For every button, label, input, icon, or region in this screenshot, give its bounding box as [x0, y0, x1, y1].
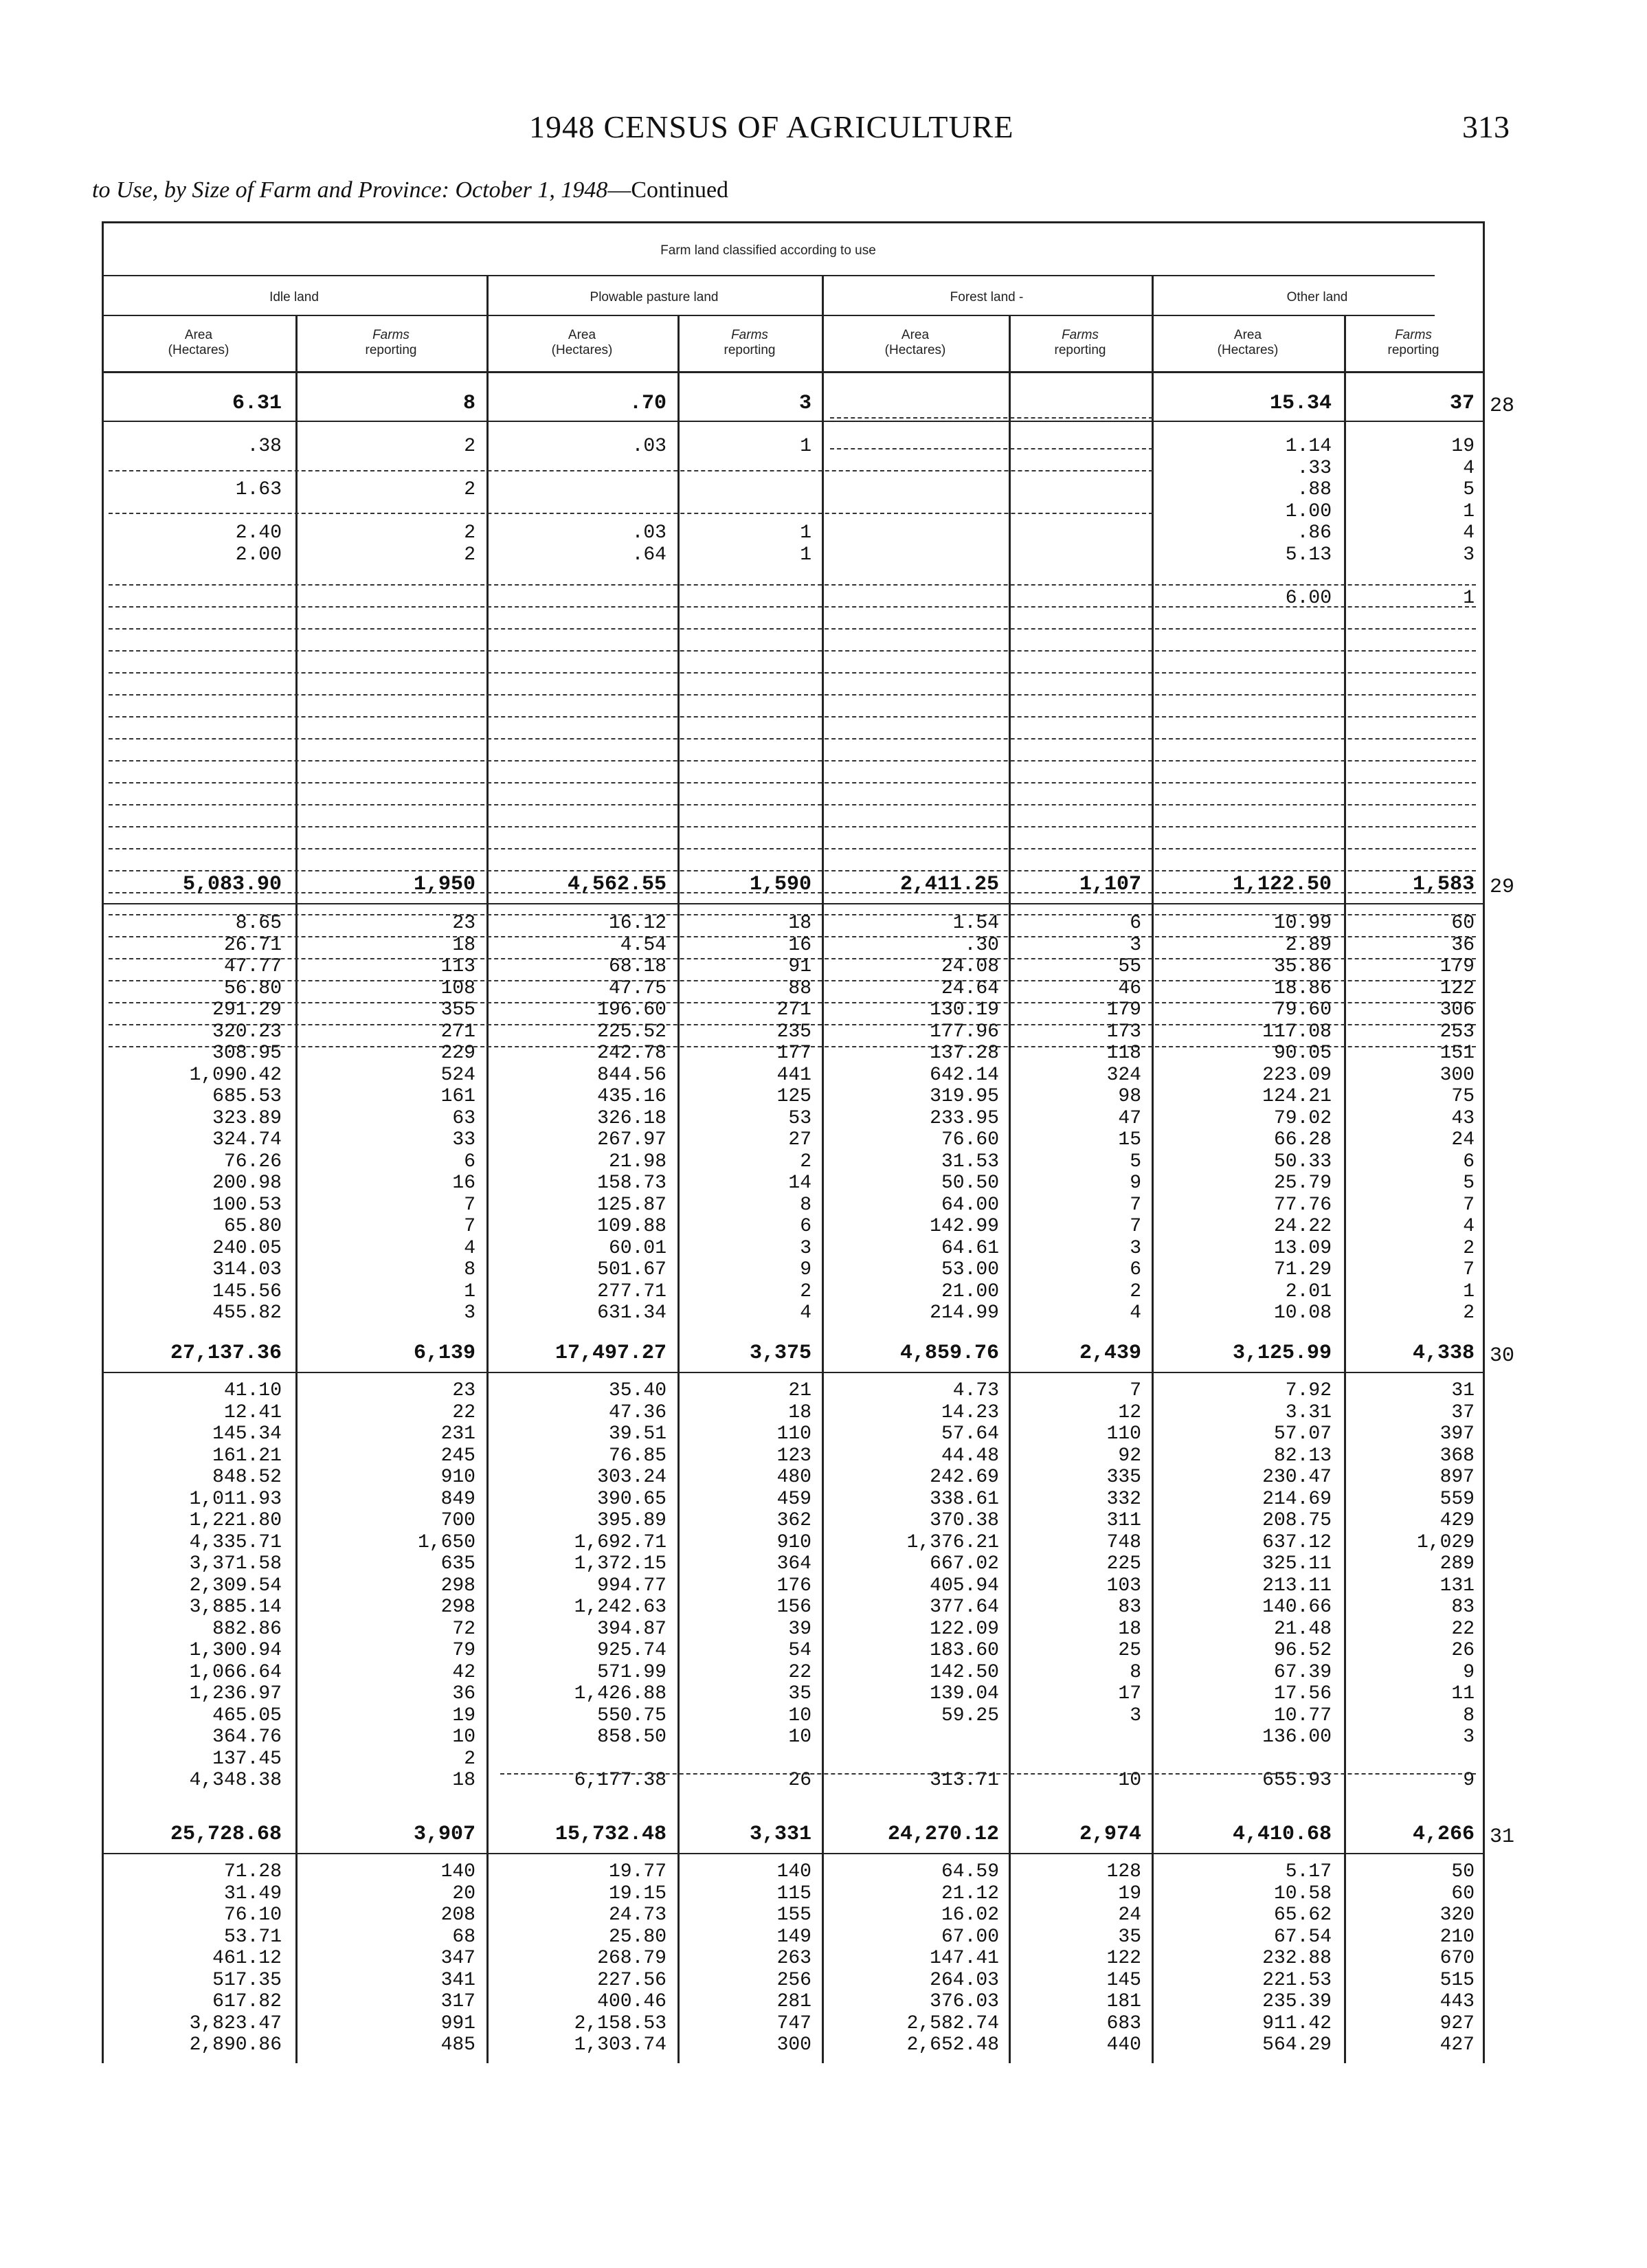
- farms-header-unit: reporting: [1054, 343, 1106, 357]
- area-column: .03 .03 .64: [631, 436, 666, 566]
- empty-row-leader: [109, 870, 1476, 871]
- table-subtitle: [92, 177, 728, 203]
- area-header: [486, 328, 677, 358]
- area-header-label: Area: [184, 328, 213, 342]
- area-column: 4.73 14.23 57.64 44.48 242.69 338.61 370.38 1,376.21 667.02 405.94 377.64 122.09 183.60 142.50 139.04 59.25 313.71: [906, 1380, 999, 1791]
- farms-column: 21 18 110 123 480 459 362 910 364 176 156 39 54 22 35 10 10 26: [776, 1380, 811, 1791]
- total-cell: 1,583: [1412, 873, 1475, 896]
- area-column: 1.14 .33 .88 1.00 .86 5.13 6.00: [1285, 436, 1332, 609]
- area-header-unit: (Hectares): [551, 343, 613, 357]
- farms-column: 23 22 231 245 910 849 700 1,650 635 298 298 72 79 42 36 19 10 2 18: [417, 1380, 475, 1791]
- total-cell: 3,907: [413, 1823, 475, 1846]
- table-right-rule: [1483, 221, 1485, 2063]
- area-header-label: Area: [901, 328, 930, 342]
- page-title: 1948 CENSUS OF AGRICULTURE: [529, 109, 1014, 144]
- section-rule: [102, 421, 1483, 422]
- total-cell: 3,331: [749, 1823, 811, 1846]
- empty-row-leader: [500, 1773, 1476, 1775]
- section-rule: [102, 1853, 1483, 1854]
- farms-column: 50 60 320 210 670 515 443 927 427: [1439, 1861, 1475, 2056]
- area-header-unit: (Hectares): [1217, 343, 1279, 357]
- total-cell: 3,375: [749, 1342, 811, 1365]
- total-cell: 2,439: [1079, 1342, 1141, 1365]
- total-cell: 4,859.76: [899, 1342, 999, 1365]
- empty-row-leader: [109, 650, 1476, 652]
- total-cell: 1,950: [413, 873, 475, 896]
- farms-column: 6 3 55 46 179 173 118 324 98 47 15 5 9 7 7 3 6 2 4: [1106, 913, 1141, 1324]
- total-cell: 2,411.25: [899, 873, 999, 896]
- area-column: 8.65 26.71 47.77 56.80 291.29 320.23 308.95 1,090.42 685.53 323.89 324.74 76.26 200.98 100.53 65.80 240.05 314.03 145.56 455.82: [189, 913, 282, 1324]
- total-cell: 15.34: [1269, 392, 1332, 415]
- farms-column: 18 16 91 88 271 235 177 441 125 53 27 2 14 8 6 3 9 2 4: [776, 913, 811, 1324]
- empty-row-leader: [109, 672, 1476, 674]
- header-bottom-rule: [102, 371, 1483, 373]
- farms-header-label: Farms: [372, 328, 410, 342]
- area-header-unit: (Hectares): [884, 343, 946, 357]
- group-header: Farm land classified according to use: [660, 243, 876, 258]
- area-column: 1.54 .30 24.08 24.64 130.19 177.96 137.28 642.14 319.95 233.95 76.60 31.53 50.50 64.00 142.99 64.61 53.00 21.00 214.99: [930, 913, 999, 1324]
- row-number-29: 29: [1490, 876, 1515, 899]
- category-rule: [102, 315, 1435, 316]
- farms-column: 140 20 208 68 347 341 317 991 485: [440, 1861, 475, 2056]
- table-top-rule: [102, 221, 1483, 223]
- farms-column: 7 12 110 92 335 332 311 748 225 103 83 18 25 8 17 3 10: [1106, 1380, 1141, 1791]
- total-cell: 27,137.36: [170, 1342, 282, 1365]
- total-cell: 8: [462, 392, 475, 415]
- subtitle-continued: —Continued: [607, 177, 729, 203]
- area-column: 16.12 4.54 68.18 47.75 196.60 225.52 242.78 844.56 435.16 326.18 267.97 21.98 158.73 125.87 109.88 60.01 501.67 277.71 631.34: [597, 913, 666, 1324]
- area-column: 5.17 10.58 65.62 67.54 232.88 221.53 235.39 911.42 564.29: [1262, 1861, 1332, 2056]
- data-table: [102, 221, 1515, 2063]
- farms-column: 31 37 397 368 897 559 429 1,029 289 131 83 22 26 9 11 8 3 9: [1416, 1380, 1475, 1791]
- empty-row-leader: [109, 760, 1476, 761]
- empty-row-leader: [109, 628, 1476, 630]
- total-cell: 6.31: [232, 392, 282, 415]
- farms-header-label: Farms: [1062, 328, 1099, 342]
- total-cell: 6,139: [413, 1342, 475, 1365]
- area-header-label: Area: [1233, 328, 1262, 342]
- category-forest-land: Forest land -: [950, 290, 1024, 304]
- farms-header-unit: reporting: [1387, 343, 1439, 357]
- farms-column: 23 18 113 108 355 271 229 524 161 63 33 6 16 7 7 4 8 1 3: [440, 913, 475, 1324]
- section-rule: [102, 903, 1483, 904]
- empty-row-leader: [830, 448, 1153, 449]
- category-plowable-pasture: Plowable pasture land: [590, 290, 719, 304]
- row-number-31: 31: [1490, 1825, 1515, 1849]
- farms-column: 60 36 179 122 306 253 151 300 75 43 24 6 5 7 4 2 7 1 2: [1439, 913, 1475, 1324]
- total-cell: 24,270.12: [887, 1823, 999, 1846]
- total-cell: 2,974: [1079, 1823, 1141, 1846]
- farms-header: [1009, 328, 1152, 358]
- total-cell: 37: [1449, 392, 1475, 415]
- area-column: 41.10 12.41 145.34 161.21 848.52 1,011.93 1,221.80 4,335.71 3,371.58 2,309.54 3,885.14 882.86 1,300.94 1,066.64 1,236.97 465.05 364.76 137.45 4,348.38: [189, 1380, 282, 1791]
- farms-header: [1344, 328, 1483, 358]
- farms-header-unit: reporting: [365, 343, 417, 357]
- farms-column: 1 1 1: [800, 436, 811, 566]
- farms-column: 128 19 24 35 122 145 181 683 440: [1106, 1861, 1141, 2056]
- category-idle-land: Idle land: [269, 290, 319, 304]
- total-cell: 15,732.48: [554, 1823, 666, 1846]
- empty-row-leader: [109, 826, 1476, 827]
- total-cell: 4,562.55: [567, 873, 666, 896]
- farms-header: [677, 328, 822, 358]
- total-cell: .70: [629, 392, 666, 415]
- total-cell: 25,728.68: [170, 1823, 282, 1846]
- farms-header-unit: reporting: [724, 343, 776, 357]
- total-cell: 3: [798, 392, 811, 415]
- section-rule: [102, 1372, 1483, 1373]
- total-cell: 4,338: [1412, 1342, 1475, 1365]
- total-cell: 3,125.99: [1232, 1342, 1332, 1365]
- total-cell: 1,122.50: [1232, 873, 1332, 896]
- area-header: [822, 328, 1009, 358]
- empty-row-leader: [109, 782, 1476, 783]
- farms-column: 19 4 5 1 4 3 1: [1451, 436, 1475, 609]
- area-column: 10.99 2.89 35.86 18.86 79.60 117.08 90.05 223.09 124.21 79.02 66.28 50.33 25.79 77.76 24.22 13.09 71.29 2.01 10.08: [1262, 913, 1332, 1324]
- empty-row-leader: [109, 716, 1476, 718]
- area-column: 7.92 3.31 57.07 82.13 230.47 214.69 208.75 637.12 325.11 213.11 140.66 21.48 96.52 67.39 17.56 10.77 136.00 655.93: [1262, 1380, 1332, 1791]
- farms-column: 2 2 2 2: [464, 436, 475, 566]
- area-column: 64.59 21.12 16.02 67.00 147.41 264.03 376.03 2,582.74 2,652.48: [906, 1861, 999, 2056]
- farms-header: [295, 328, 486, 358]
- total-cell: 4,410.68: [1232, 1823, 1332, 1846]
- area-header: [1152, 328, 1344, 358]
- empty-row-leader: [109, 694, 1476, 696]
- empty-row-leader: [109, 738, 1476, 740]
- row-number-30: 30: [1490, 1344, 1515, 1368]
- total-cell: 4,266: [1412, 1823, 1475, 1846]
- farms-column: 140 115 155 149 263 256 281 747 300: [776, 1861, 811, 2056]
- farms-header-label: Farms: [1395, 328, 1432, 342]
- total-cell: 1,107: [1079, 873, 1141, 896]
- area-header-unit: (Hectares): [168, 343, 229, 357]
- empty-row-leader: [109, 804, 1476, 805]
- area-header-label: Area: [568, 328, 596, 342]
- area-column: 71.28 31.49 76.10 53.71 461.12 517.35 617.82 3,823.47 2,890.86: [189, 1861, 282, 2056]
- area-column: .38 1.63 2.40 2.00: [235, 436, 282, 566]
- group-rule: [102, 275, 1435, 276]
- farms-header-label: Farms: [731, 328, 768, 342]
- subtitle-text: to Use, by Size of Farm and Province: October 1, 1948: [92, 177, 608, 203]
- total-cell: 17,497.27: [554, 1342, 666, 1365]
- area-column: 19.77 19.15 24.73 25.80 268.79 227.56 400.46 2,158.53 1,303.74: [574, 1861, 666, 2056]
- category-other-land: Other land: [1286, 290, 1348, 304]
- empty-row-leader: [830, 417, 1153, 419]
- area-header: [102, 328, 295, 358]
- empty-row-leader: [109, 848, 1476, 849]
- area-column: 35.40 47.36 39.51 76.85 303.24 390.65 395.89 1,692.71 1,372.15 994.77 1,242.63 394.87 925.74 571.99 1,426.88 550.75 858.50 6,177.38: [574, 1380, 666, 1791]
- total-cell: 5,083.90: [182, 873, 282, 896]
- page-number: 313: [1462, 109, 1510, 144]
- total-cell: 1,590: [749, 873, 811, 896]
- row-number-28: 28: [1490, 394, 1515, 418]
